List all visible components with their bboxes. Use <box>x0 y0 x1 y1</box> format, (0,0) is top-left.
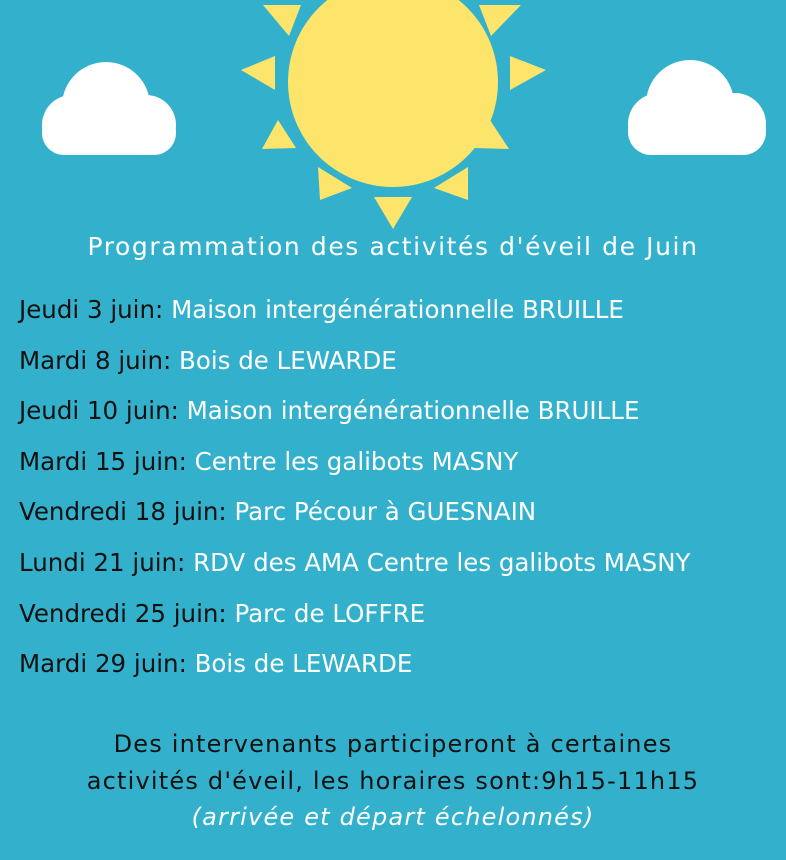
schedule-place: Parc Pécour à GUESNAIN <box>226 497 537 527</box>
schedule-item <box>19 494 691 545</box>
sun-icon <box>241 0 546 229</box>
schedule-date: Vendredi 18 juin: <box>19 497 227 527</box>
schedule-date: Jeudi 10 juin: <box>19 396 179 426</box>
schedule-item <box>19 393 691 444</box>
note-line-1: Des intervenants participeront à certaines <box>113 730 673 758</box>
schedule-place: Parc de LOFFRE <box>226 598 426 628</box>
schedule-item <box>19 292 691 343</box>
schedule-date: Mardi 15 juin: <box>19 446 187 476</box>
schedule-list <box>19 292 691 697</box>
decoration <box>0 0 786 240</box>
note-line-2: activités d'éveil, les horaires sont:9h15-11h15 <box>86 766 700 795</box>
schedule-place: Centre les galibots MASNY <box>186 446 519 476</box>
schedule-date: Vendredi 25 juin: <box>19 598 227 628</box>
schedule-item <box>19 646 691 697</box>
schedule-place: Maison intergénérationnelle BRUILLE <box>163 295 624 324</box>
cloud-left-icon <box>42 62 176 155</box>
schedule-place: RDV des AMA Centre les galibots MASNY <box>185 547 691 577</box>
schedule-place: Bois de LEWARDE <box>186 649 413 679</box>
schedule-date: Mardi 29 juin: <box>19 649 187 679</box>
schedule-place: Maison intergénérationnelle BRUILLE <box>178 396 640 426</box>
cloud-right-icon <box>628 60 766 155</box>
schedule-date: Mardi 8 juin: <box>19 345 172 375</box>
schedule-note <box>0 726 786 836</box>
page-title: Programmation des activités d'éveil de Juin <box>87 232 699 261</box>
schedule-item <box>19 343 691 394</box>
schedule-date: Jeudi 3 juin: <box>19 295 164 324</box>
schedule-item <box>19 596 691 647</box>
note-arrival-info: (arrivée et départ échelonnés) <box>191 803 595 831</box>
schedule-date: Lundi 21 juin: <box>19 547 186 577</box>
schedule-item <box>19 545 691 596</box>
schedule-place: Bois de LEWARDE <box>171 345 397 375</box>
schedule-item <box>19 444 691 495</box>
